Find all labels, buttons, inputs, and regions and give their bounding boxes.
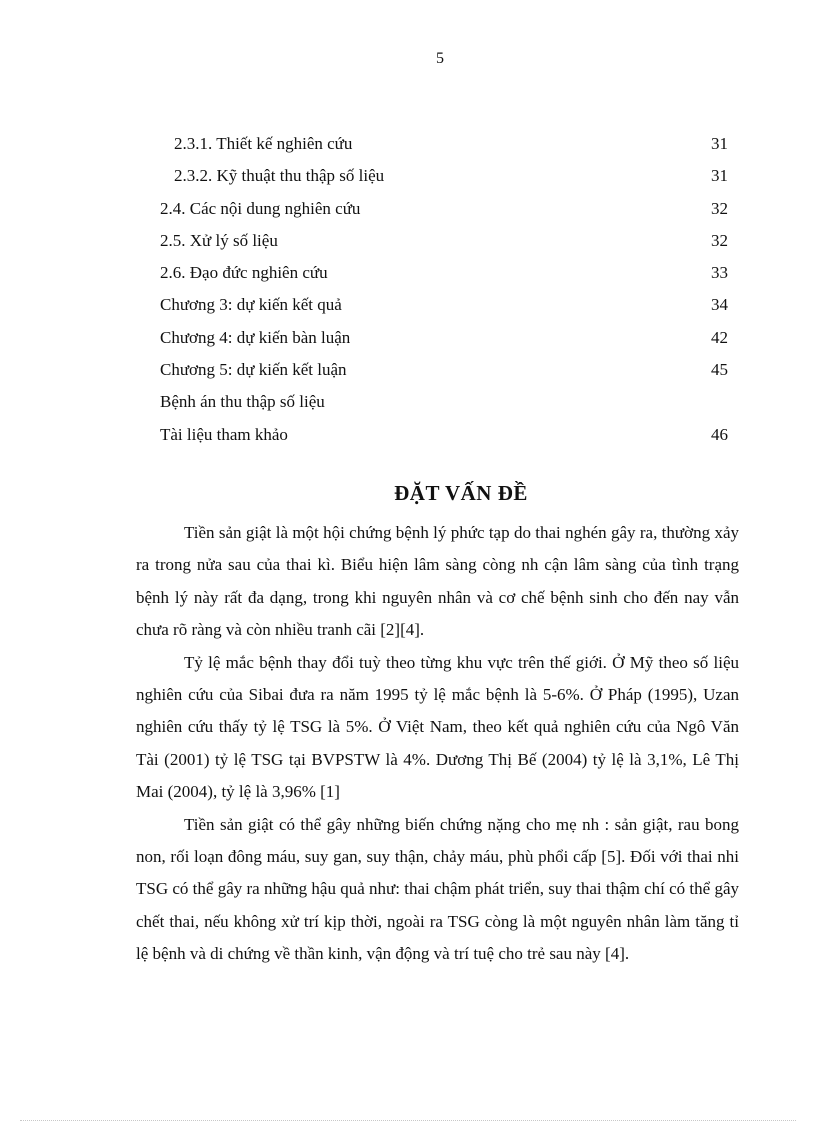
toc-entry (160, 423, 730, 455)
footer-divider (20, 1120, 796, 1121)
toc-entry-title: 2.3.2. Kỹ thuật thu thập số liệu (174, 166, 385, 186)
toc-entry-page: 32 (711, 198, 728, 218)
toc-entry-title: 2.3.1. Thiết kế nghiên cứu (174, 134, 353, 153)
toc-entry (160, 229, 730, 261)
toc-entry-title: Tài liệu tham khảo (160, 424, 288, 444)
toc-entry (160, 132, 730, 164)
toc-entry (160, 326, 730, 358)
paragraph: Tiền sản giật là một hội chứng bệnh lý phức tạp do thai nghén gây ra, thường xảy ra trong nửa sau của thai kì. Biểu hiện lâm sàng còng nh cận lâm sàng của tình trạng bệnh lý này rất đa dạng, trong khi nguyên nhân và cơ chế bệnh sinh cho đến nay vẫn chưa rõ ràng và còn nhiều tranh cãi [2][4]. (136, 523, 739, 640)
body-text (136, 517, 739, 971)
toc-entry-page: 34 (711, 295, 728, 315)
toc-entry (160, 358, 730, 390)
toc-entry-title: Chương 3: dự kiến kết quả (160, 295, 342, 315)
toc-entry-page: 31 (711, 166, 728, 186)
table-of-contents (160, 132, 730, 455)
toc-entry-title: 2.5. Xử lý số liệu (160, 230, 278, 250)
toc-entry (160, 164, 730, 196)
toc-entry (160, 197, 730, 229)
paragraph: Tỷ lệ mắc bệnh thay đổi tuỳ theo từng khu vực trên thế giới. Ở Mỹ theo số liệu nghiên cứu của Sibai đưa ra năm 1995 tỷ lệ mắc bệnh là 5-6%. Ở Pháp (1995), Uzan nghiên cứu thấy tỷ lệ TSG là 5%. Ở Việt Nam, theo kết quả nghiên cứu của Ngô Văn Tài (2001) tỷ lệ TSG tại BVPSTW là 4%. Dương Thị Bế (2004) tỷ lệ là 3,1%, Lê Thị Mai (2004), tỷ lệ là 3,96% [1] (136, 652, 739, 802)
toc-entry (160, 261, 730, 293)
toc-entry-title: 2.6. Đạo đức nghiên cứu (160, 263, 328, 283)
toc-entry-title: Bệnh án thu thập số liệu (160, 392, 325, 412)
toc-entry-page: 46 (711, 424, 728, 444)
toc-entry-title: Chương 5: dự kiến kết luận (160, 360, 347, 380)
toc-entry (160, 390, 730, 422)
toc-entry-page: 32 (711, 230, 728, 250)
section-heading: ĐẶT VẤN ĐỀ (394, 481, 528, 505)
paragraph: Tiền sản giật có thể gây những biến chứng nặng cho mẹ nh : sản giật, rau bong non, rối loạn đông máu, suy gan, suy thận, chảy máu, phù phổi cấp [5]. Đối với thai nhi TSG có thể gây ra những hậu quả như: thai chậm phát triển, suy thai thậm chí có thể gây chết thai, nếu không xử trí kịp thời, ngoài ra TSG còng là một nguyên nhân làm tăng tỉ lệ bệnh và di chứng về thần kinh, vận động và trí tuệ cho trẻ sau này [4]. (136, 814, 739, 964)
toc-entry-page: 33 (711, 263, 728, 283)
toc-entry-title: 2.4. Các nội dung nghiên cứu (160, 198, 361, 218)
toc-entry-page: 42 (711, 327, 728, 347)
page-number: 5 (436, 50, 444, 67)
toc-entry-page: 31 (711, 134, 728, 153)
toc-entry-page: 45 (711, 360, 728, 380)
toc-entry-title: Chương 4: dự kiến bàn luận (160, 327, 351, 347)
toc-entry (160, 293, 730, 325)
